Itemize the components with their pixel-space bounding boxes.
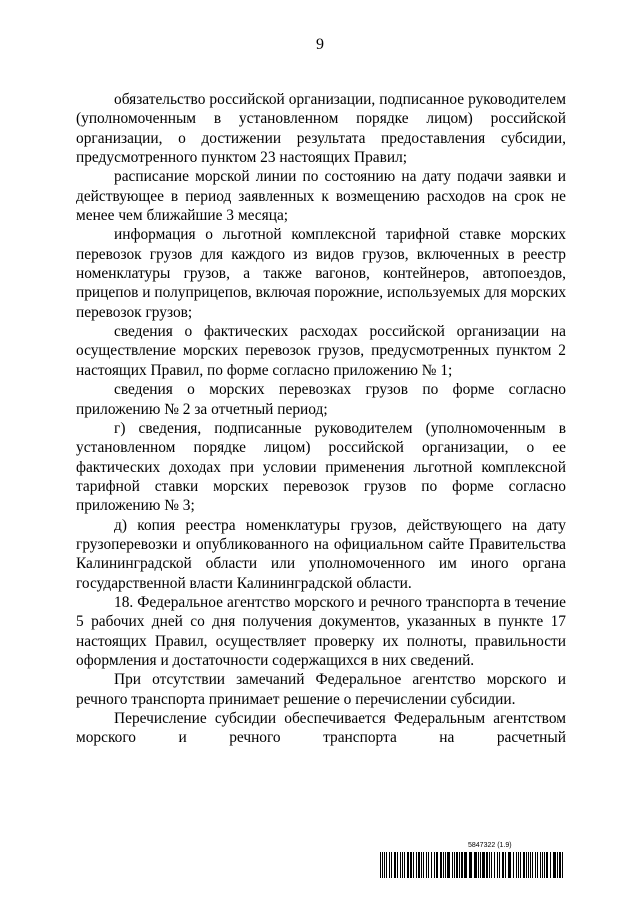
paragraph-transfer: Перечисление субсидии обеспечивается Федеральным агентством морского и речного транспорта на расчетный [76,710,566,747]
paragraph-section-18: 18. Федеральное агентство морского и речного транспорта в течение 5 рабочих дней со дня получения документов, указанных в пункте 17 настоящих Правил, осуществляет проверку их полноты, правильности оформления и достаточности содержащихся в них сведений. [76,593,566,669]
paragraph-no-remarks: При отсутствии замечаний Федеральное агентство морского и речного транспорта принимает решение о перечислении субсидии. [76,671,566,708]
paragraph-tariff-info: информация о льготной комплексной тарифной ставке морских перевозок грузов для каждого из видов грузов, включенных в реестр номенклатуры грузов, а также вагонов, контейнеров, автопоездов, прицепов и полуприцепов, включая порожние, используемых для морских перевозок грузов; [76,226,567,321]
document-code: 5847322 (1.9) [468,842,512,849]
paragraph-schedule: расписание морской линии по состоянию на дату подачи заявки и действующее в период заявленных к возмещению расходов на срок не менее чем ближайшие 3 месяца; [76,168,566,225]
paragraph-item-g: г) сведения, подписанные руководителем (уполномоченным в установленном порядке лицом) российской организации, о ее фактических доходах при условии применения льготной комплексной тарифной ставки морских перевозок грузов по форме согласно приложению № 3; [76,419,566,515]
page-number: 9 [316,36,324,53]
paragraph-item-d: д) копия реестра номенклатуры грузов, действующего на дату грузоперевозки и опубликованного на официальном сайте Правительства Калининградской области или уполномоченного им иного органа государственной власти Калининградской области. [76,516,566,592]
document-body [76,90,566,748]
paragraph-actual-expenses: сведения о фактических расходах российской организации на осуществление морских перевозок грузов, предусмотренных пунктом 2 настоящих Правил, по форме согласно приложению № 1; [76,323,566,379]
barcode-image [380,852,566,878]
paragraph-obligation: обязательство российской организации, подписанное руководителем (уполномоченным в установленном порядке лицом) российской организации, о достижении результата предоставления субсидии, предусмотренного пунктом 23 настоящих Правил; [76,91,566,167]
paragraph-transport-info: сведения о морских перевозках грузов по форме согласно приложению № 2 за отчетный период; [76,381,566,418]
